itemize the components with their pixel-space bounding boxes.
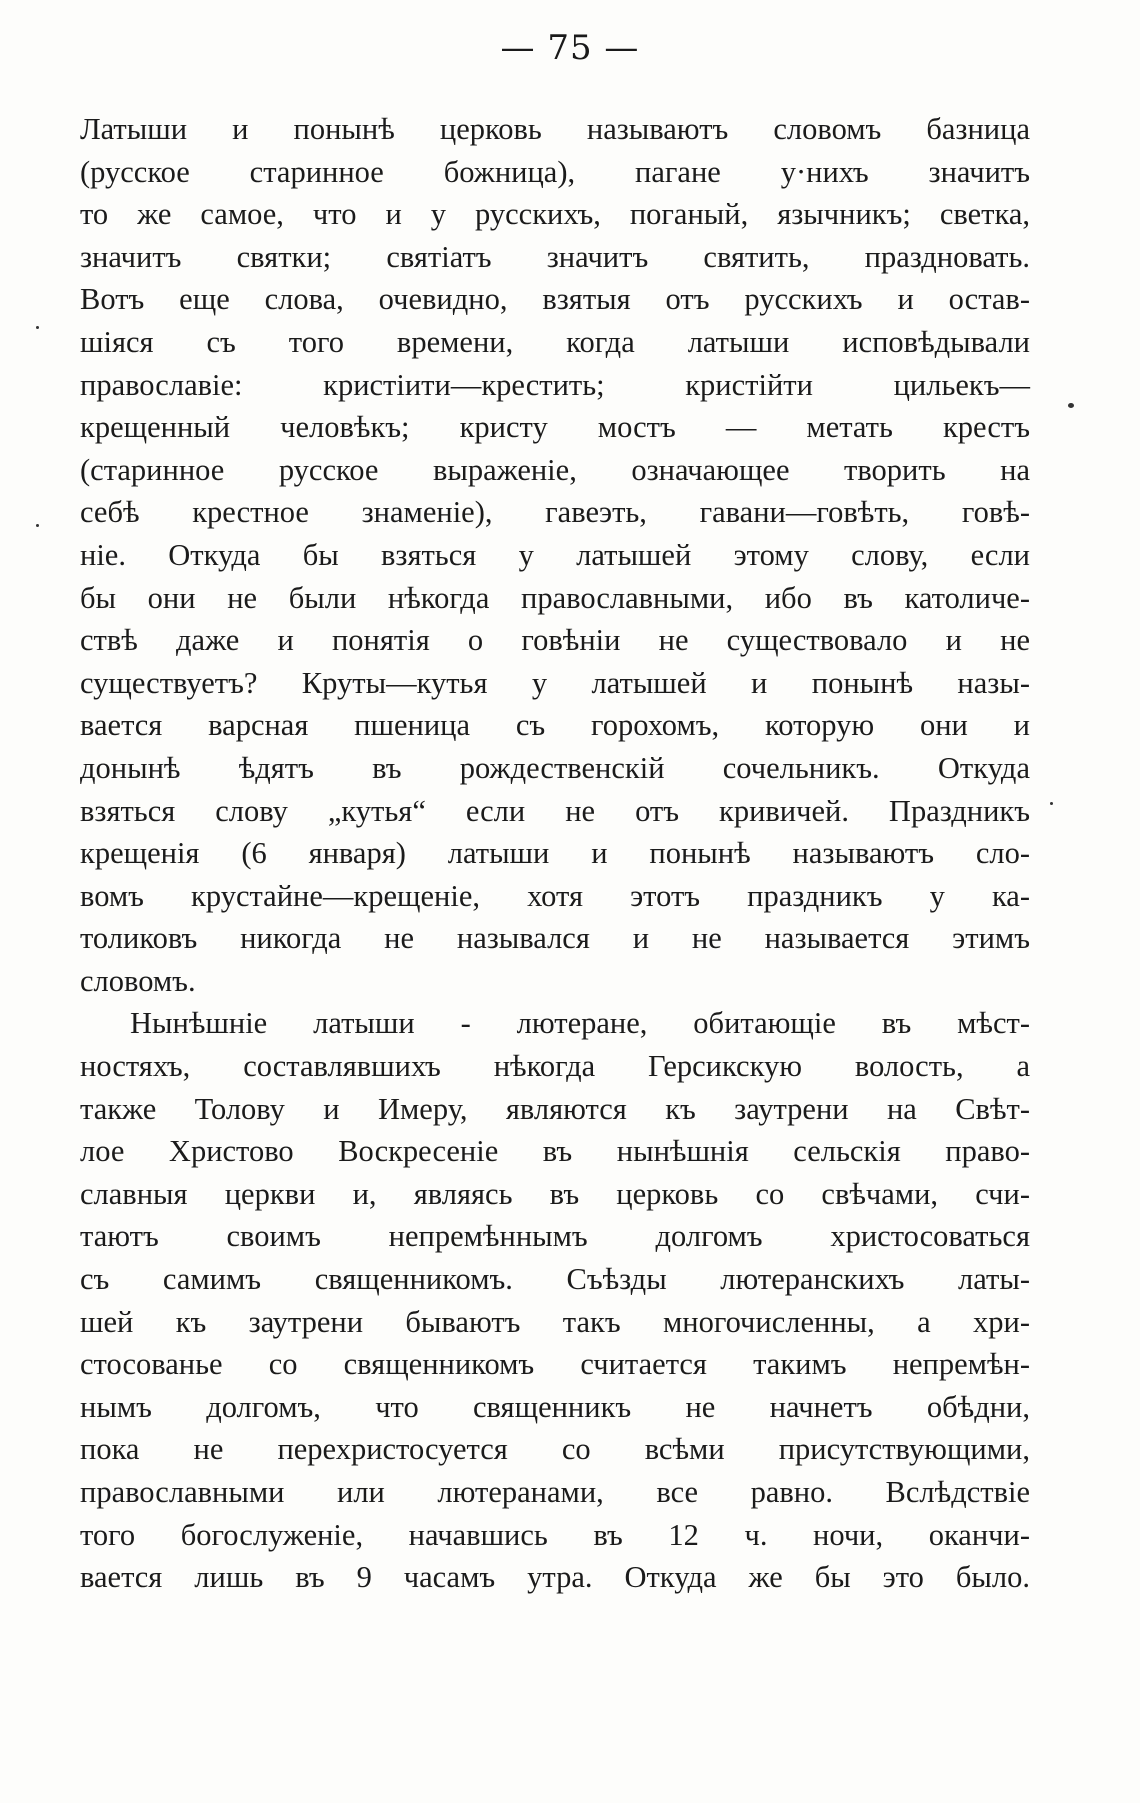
text-line: пока не перехристосуется со всѣми присутствующими,	[80, 1432, 1030, 1467]
text-line: славныя церкви и, являясь въ церковь со свѣчами, счи-	[80, 1176, 1030, 1211]
text-line: вается лишь въ 9 часамъ утра. Откуда же бы это было.	[80, 1560, 1030, 1595]
text-line: православіе: кристіити—крестить; кристійти цильекъ—	[80, 367, 1030, 402]
text-line: Латыши и понынѣ церковь называютъ словомъ базница	[80, 112, 1030, 146]
paragraph-1	[80, 108, 1030, 1002]
text-line: ствѣ даже и понятія о говѣніи не существовало и не	[80, 623, 1030, 658]
text-line: Вотъ еще слова, очевидно, взятыя отъ русскихъ и остав-	[80, 282, 1030, 317]
text-line: бы они не были нѣкогда православными, ибо въ католиче-	[80, 580, 1030, 615]
body-text	[80, 108, 1030, 1599]
text-line: существуетъ? Круты—кутья у латышей и понынѣ назы-	[80, 665, 1030, 700]
print-speck	[36, 524, 39, 527]
text-line: донынѣ ѣдятъ въ рождественскій сочельникъ. Откуда	[80, 750, 1030, 785]
text-line: словомъ.	[80, 963, 196, 998]
text-line: вомъ крустайне—крещеніе, хотя этотъ праздникъ у ка-	[80, 878, 1030, 913]
text-line: Нынѣшніе латыши - лютеране, обитающіе въ мѣст-	[130, 1006, 1030, 1041]
text-line: стосованье со священникомъ считается такимъ непремѣн-	[80, 1347, 1030, 1382]
text-line: толиковъ никогда не назывался и не называется этимъ	[80, 921, 1030, 956]
print-speck	[1050, 802, 1053, 805]
print-speck	[36, 326, 39, 329]
text-line: (русское старинное божница), пагане у·нихъ значитъ	[80, 154, 1030, 189]
text-line: то же самое, что и у русскихъ, поганый, язычникъ; светка,	[80, 197, 1030, 232]
text-line: значитъ святки; святіатъ значитъ святить, праздновать.	[80, 239, 1030, 274]
text-line: себѣ крестное знаменіе), гавеэть, гавани—говѣть, говѣ-	[80, 495, 1030, 530]
text-line: ніе. Откуда бы взяться у латышей этому слову, если	[80, 537, 1030, 572]
text-line: (старинное русское выраженіе, означающее творить на	[80, 452, 1030, 487]
text-line: того богослуженіе, начавшись въ 12 ч. ночи, оканчи-	[80, 1517, 1030, 1552]
text-line: также Толову и Имеру, являются къ заутрени на Свѣт-	[80, 1091, 1030, 1126]
paragraph-2	[80, 1002, 1030, 1598]
text-line: крещенія (6 января) латыши и понынѣ называютъ сло-	[80, 836, 1030, 871]
print-speck	[1068, 403, 1074, 408]
text-line: взяться слову „кутья“ если не отъ кривичей. Праздникъ	[80, 793, 1030, 828]
text-line: нымъ долгомъ, что священникъ не начнетъ обѣдни,	[80, 1389, 1030, 1424]
page-number: — 75 —	[500, 28, 640, 68]
text-line: православными или лютеранами, все равно. Вслѣдствіе	[80, 1475, 1030, 1509]
text-line: таютъ своимъ непремѣннымъ долгомъ христосоваться	[80, 1219, 1030, 1254]
text-line: съ самимъ священникомъ. Съѣзды лютеранскихъ латы-	[80, 1262, 1030, 1297]
text-line: ностяхъ, составлявшихъ нѣкогда Герсикскую волость, а	[80, 1049, 1030, 1084]
text-line: вается варсная пшеница съ горохомъ, которую они и	[80, 708, 1030, 743]
text-line: шей къ заутрени бываютъ такъ многочисленны, а хри-	[80, 1304, 1030, 1339]
text-line: лое Христово Воскресеніе въ нынѣшнія сельскія право-	[80, 1134, 1030, 1169]
text-line: крещенный человѣкъ; кристу мостъ — метать крестъ	[80, 410, 1030, 445]
text-line: шіяся съ того времени, когда латыши исповѣдывали	[80, 324, 1030, 359]
